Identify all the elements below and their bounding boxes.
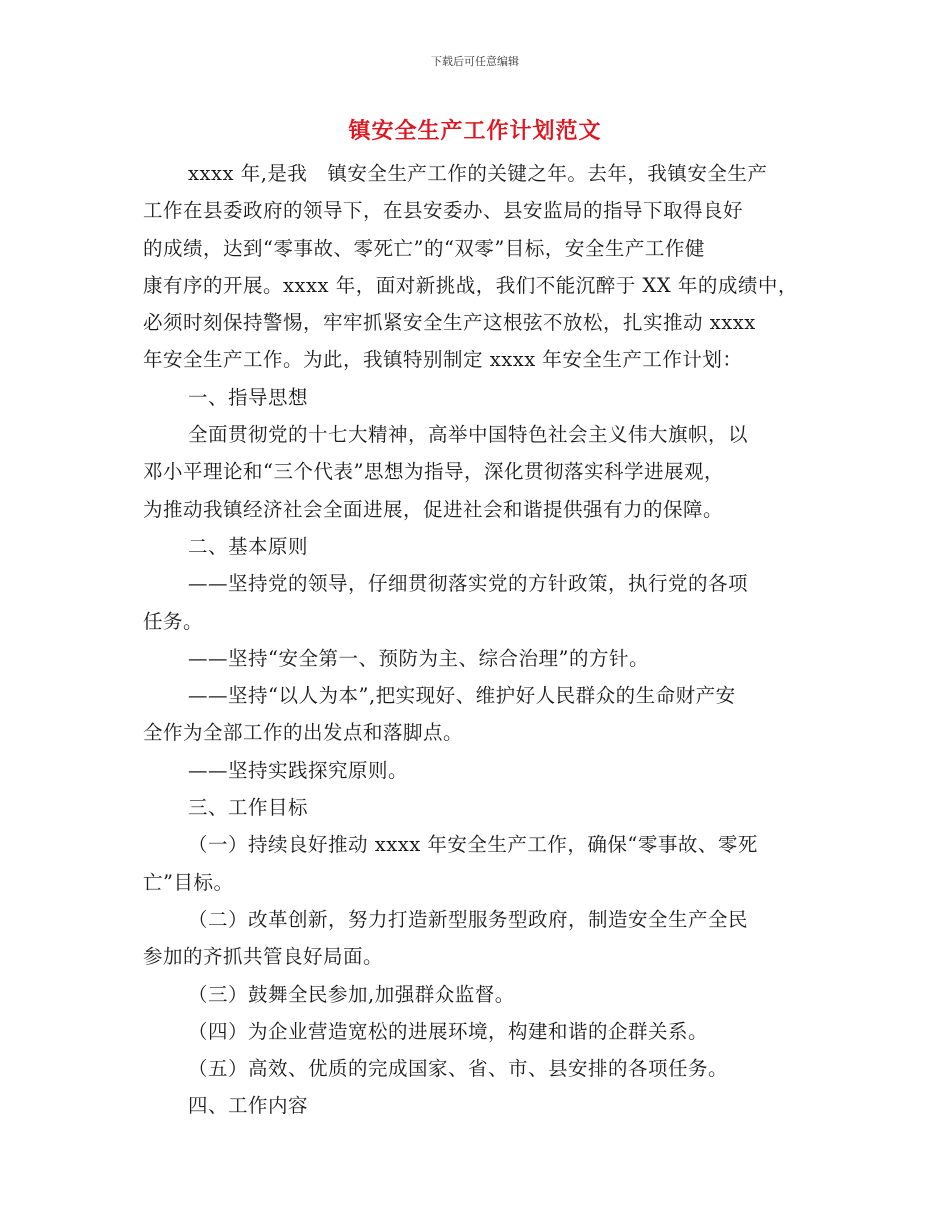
text-line: ——坚持实践探究原则。	[188, 758, 409, 782]
text-line: 邓小平理论和“三个代表”思想为指导，深化贯彻落实科学进展观，	[143, 460, 724, 484]
document-title: 镇安全生产工作计划范文	[348, 118, 602, 144]
text-line: ——坚持党的领导，仔细贯彻落实党的方针政策，执行党的各项	[188, 572, 749, 596]
text-line: 为推动我镇经济社会全面进展，促进社会和谐提供强有力的保障。	[143, 497, 724, 521]
text-line: 三、工作目标	[188, 796, 309, 820]
text-line: 亡”目标。	[143, 870, 234, 894]
text-line: 四、工作内容	[188, 1094, 309, 1118]
text-line: 工作在县委政府的领导下，在县安委办、县安监局的指导下取得良好	[143, 199, 744, 223]
text-line: （四）为企业营造宽松的进展环境，构建和谐的企群关系。	[188, 1019, 709, 1043]
text-line: 参加的齐抓共管良好局面。	[143, 945, 384, 969]
text-line: （三）鼓舞全民参加,加强群众监督。	[188, 982, 515, 1006]
text-line: 一、指导思想	[188, 385, 309, 409]
text-line: 二、基本原则	[188, 534, 309, 558]
text-line: 必须时刻保持警惕，牢牢抓紧安全生产这根弦不放松，扎实推动 xxxx	[143, 311, 756, 335]
text-line: xxxx 年,是我 镇安全生产工作的关键之年。去年，我镇安全生产	[188, 162, 768, 185]
text-line: （一）持续良好推动 xxxx 年安全生产工作，确保“零事故、零死	[188, 833, 758, 857]
text-line: ——坚持“安全第一、预防为主、综合治理”的方针。	[188, 646, 649, 670]
text-line: 年安全生产工作。为此，我镇特别制定 xxxx 年安全生产工作计划：	[143, 348, 743, 372]
text-line: 全作为全部工作的出发点和落脚点。	[143, 721, 464, 745]
text-line: （二）改革创新，努力打造新型服务型政府，制造安全生产全民	[188, 907, 749, 931]
text-line: 全面贯彻党的十七大精神，高举中国特色社会主义伟大旗帜，以	[188, 423, 749, 447]
text-line: 康有序的开展。xxxx 年，面对新挑战，我们不能沉醉于 XX 年的成绩中，	[143, 273, 798, 297]
document-body	[143, 155, 813, 1125]
text-line: ——坚持“以人为本”,把实现好、维护好人民群众的生命财产安	[188, 684, 736, 708]
text-line: 的成绩，达到“零事故、零死亡”的“双零”目标，安全生产工作健	[143, 236, 705, 260]
page-header: 下载后可任意编辑	[431, 55, 519, 68]
text-line: （五）高效、优质的完成国家、省、市、县安排的各项任务。	[188, 1057, 729, 1081]
text-line: 任务。	[143, 609, 204, 633]
